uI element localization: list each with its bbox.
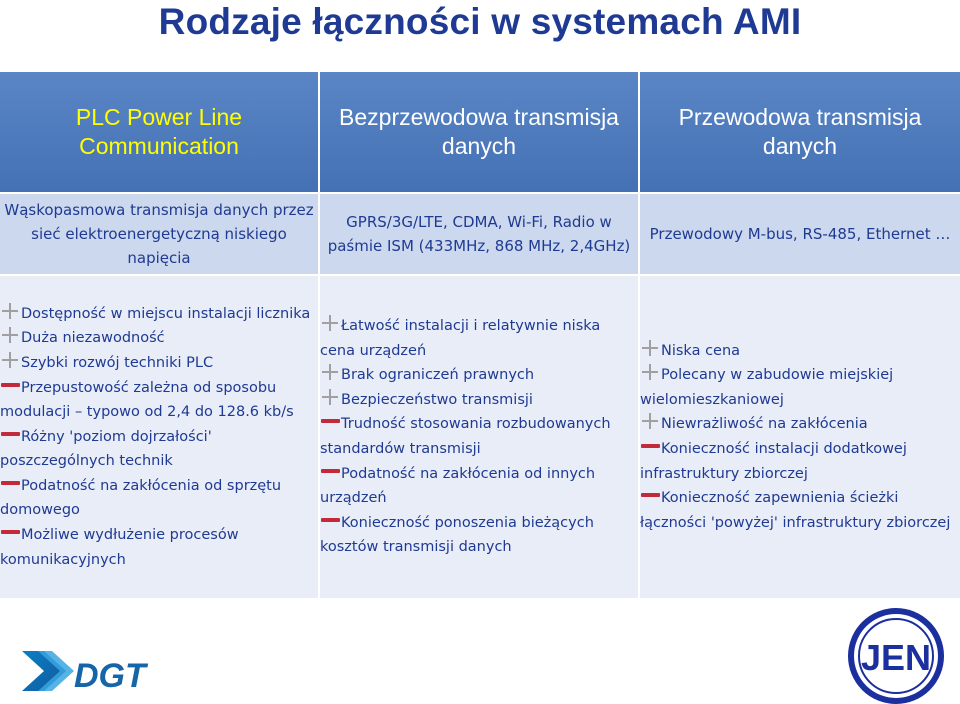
plus-icon — [640, 365, 660, 379]
bullet-item — [0, 302, 318, 327]
bullet-item — [320, 363, 638, 388]
bullet-item — [640, 412, 960, 437]
bullet-item — [0, 523, 318, 572]
column-body-plc — [0, 276, 320, 600]
minus-icon — [320, 513, 340, 527]
bullet-text: Duża niezawodność — [21, 330, 165, 347]
minus-icon — [640, 439, 660, 453]
plus-icon — [0, 328, 20, 342]
bullet-item — [640, 437, 960, 486]
bullet-item — [320, 314, 638, 363]
minus-icon — [640, 488, 660, 502]
subheader-wired: Przewodowy M-bus, RS-485, Ethernet … — [640, 194, 960, 276]
bullet-text: Podatność na zakłócenia od sprzętu domowego — [0, 477, 282, 519]
jen-logo-text: JEN — [860, 637, 932, 678]
page-title: Rodzaje łączności w systemach AMI — [158, 1, 802, 42]
bullet-item — [0, 474, 318, 523]
bullet-text: Bezpieczeństwo transmisji — [341, 391, 533, 408]
minus-icon — [0, 378, 20, 392]
minus-icon — [0, 525, 20, 539]
column-header-wired: Przewodowa transmisja danych — [640, 72, 960, 194]
bullet-text: Konieczność ponoszenia bieżących kosztów transmisji danych — [320, 514, 594, 556]
plus-icon — [640, 341, 660, 355]
plus-icon — [0, 304, 20, 318]
bullet-item — [0, 425, 318, 474]
bullet-text: Łatwość instalacji i relatywnie niska cena urządzeń — [320, 318, 601, 359]
plus-icon — [320, 365, 340, 379]
body-row — [0, 276, 960, 600]
bullet-text: Przepustowość zależna od sposobu modulacji – typowo od 2,4 do 128.6 kb/s — [0, 379, 294, 421]
bullet-text: Konieczność zapewnienia ścieżki łączności 'powyżej' infrastruktury zbiorczej — [640, 490, 951, 531]
plus-icon — [320, 390, 340, 404]
bullet-item — [640, 363, 960, 412]
subheader-wireless: GPRS/3G/LTE, CDMA, Wi-Fi, Radio w paśmie ISM (433MHz, 868 MHz, 2,4GHz) — [320, 194, 640, 276]
bullet-text: Podatność na zakłócenia od innych urządzeń — [320, 465, 596, 507]
bullet-item — [320, 412, 638, 461]
column-body-wireless — [320, 276, 640, 600]
jen-logo — [848, 608, 944, 704]
bullet-text: Niewrażliwość na zakłócenia — [661, 416, 868, 433]
bullet-text: Brak ograniczeń prawnych — [341, 367, 535, 384]
comparison-table — [0, 72, 960, 600]
bullet-item — [0, 351, 318, 376]
header-row — [0, 72, 960, 194]
plus-icon — [0, 353, 20, 367]
bullet-text: Różny 'poziom dojrzałości' poszczególnych technik — [0, 428, 212, 470]
bullet-text: Trudność stosowania rozbudowanych standardów transmisji — [320, 416, 611, 457]
subheader-plc: Wąskopasmowa transmisja danych przez sieć elektroenergetyczną niskiego napięcia — [0, 194, 320, 276]
bullet-item — [320, 462, 638, 511]
column-header-plc: PLC Power Line Communication — [0, 72, 320, 194]
bullet-item — [640, 339, 960, 364]
plus-icon — [640, 414, 660, 428]
bullet-item — [0, 376, 318, 425]
dgt-logo — [22, 643, 174, 699]
minus-icon — [0, 427, 20, 441]
column-body-wired — [640, 276, 960, 600]
bullet-item — [640, 486, 960, 535]
bullet-item — [320, 511, 638, 560]
bullet-item — [0, 326, 318, 351]
bullet-text: Szybki rozwój techniki PLC — [21, 354, 214, 371]
minus-icon — [0, 476, 20, 490]
minus-icon — [320, 414, 340, 428]
column-header-wireless: Bezprzewodowa transmisja danych — [320, 72, 640, 194]
bullet-text: Niska cena — [661, 342, 741, 359]
dgt-logo-text: DGT — [74, 657, 146, 695]
bullet-item — [320, 388, 638, 413]
minus-icon — [320, 464, 340, 478]
bullet-text: Konieczność instalacji dodatkowej infrastruktury zbiorczej — [640, 441, 907, 482]
bullet-text: Dostępność w miejscu instalacji licznika — [21, 305, 311, 322]
bullet-text: Polecany w zabudowie miejskiej wielomieszkaniowej — [640, 367, 894, 408]
plus-icon — [320, 316, 340, 330]
subheader-row — [0, 194, 960, 276]
bullet-text: Możliwe wydłużenie procesów komunikacyjnych — [0, 527, 239, 568]
